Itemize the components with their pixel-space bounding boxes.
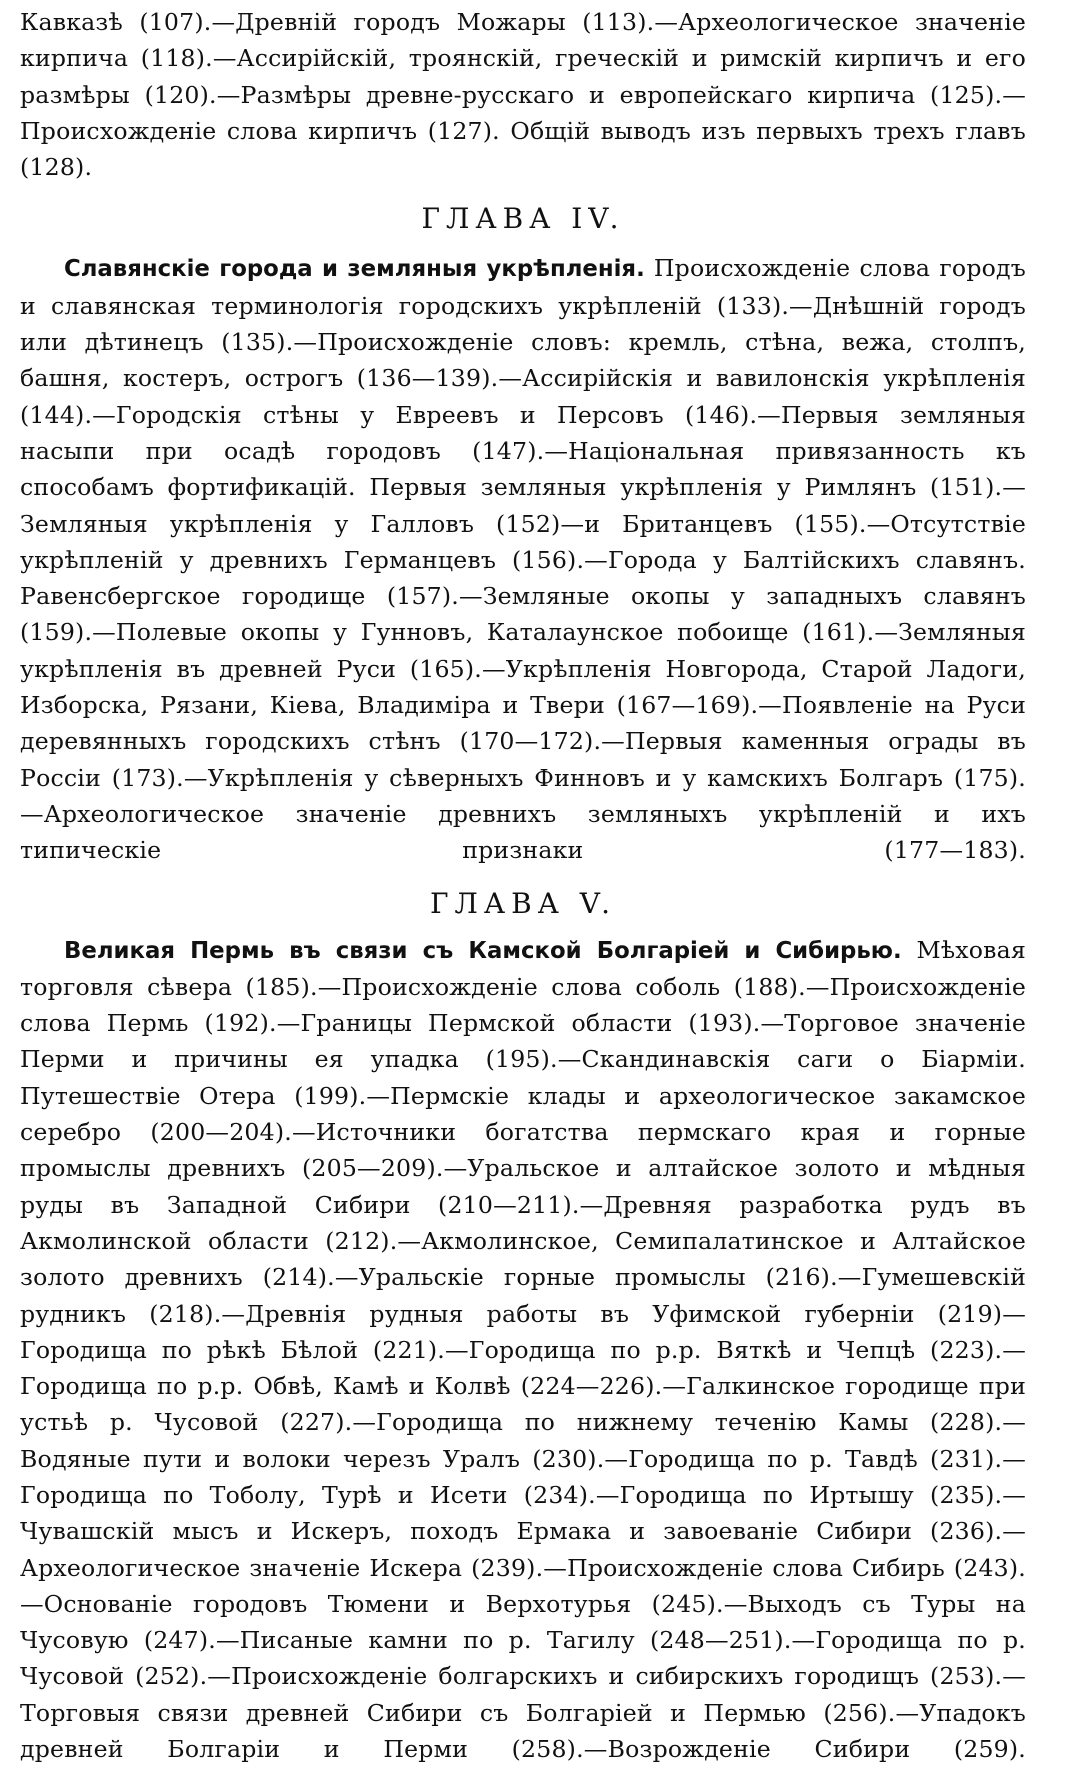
chapter-summary-text: Мѣховая торговля сѣвера (185).—Происхожденіе слова соболь (188).—Происхожденіе слова Пермь (192).—Границы Пермской области (193).—Торговое значеніе Перми и причины ея упадка (195).—Скандинавскія саги о Біарміи. Путешествіе Отера (199).—Пермскіе клады и археологическое закамское серебро (200—204).—Источники богатства пермскаго края и горные промыслы древнихъ (205—209).—Уральское и алтайское золото и мѣдныя руды въ Западной Сибири (210—211).—Древняя разработка рудъ въ Акмолинской области (212).—Акмолинское, Семипалатинское и Алтайское золото древнихъ (214).—Уральскіе горные промыслы (216).—Гумешевскій рудникъ (218).—Древнія рудныя работы въ Уфимской губерніи (219)—Городища по рѣкѣ Бѣлой (221).—Городища по р.р. Вяткѣ и Чепцѣ (223).—Городища по р.р. Обвѣ, Камѣ и Колвѣ (224—226).—Галкинское городище при устьѣ р. Чусовой (227).—Городища по нижнему теченію Камы (228).—Водяные пути и волоки черезъ Уралъ (230).—Городища по р. Тавдѣ (231).—Городища по Тоболу, Турѣ и Исети (234).—Городища по Иртышу (235).—Чувашскій мысъ и Искеръ, походъ Ермака и завоеваніе Сибири (236).—Археологическое значеніе Искера (239).—Происхожденіе слова Сибирь (243).—Основаніе городовъ Тюмени и Верхотурья (245).—Выходъ съ Туры на Чусовую (247).—Писаные камни по р. Тагилу (248—251).—Городища по р. Чусовой (252).—Происхожденіе болгарскихъ и сибирскихъ городищъ (253).—Торговыя связи древней Сибири съ Болгаріей и Пермью (256).—Упадокъ древней Болгаріи и Перми (258).—Возрожденіе Сибири (259). [20, 935, 1026, 1764]
chapter-summary [20, 932, 1026, 1767]
chapter-heading: ГЛАВА IV. [421, 202, 625, 236]
intro-paragraph: Кавказѣ (107).—Древній городъ Можары (113).—Археологическое значеніе кирпича (118).—Ассирійскій, троянскій, греческій и римскій кирпичъ и его размѣры (120).—Размѣры древне-русскаго и европейскаго кирпича (125).—Происхожденіе слова кирпичъ (127). Общій выводъ изъ первыхъ трехъ главъ (128). [20, 8, 1026, 182]
document-page [20, 4, 1026, 1764]
chapter-title: Великая Пермь въ связи съ Камской Болгаріей и Сибирью. [64, 937, 902, 964]
chapter-heading: ГЛАВА V. [429, 886, 617, 920]
chapter-summary-text: Происхожденіе слова городъ и славянская терминологія городскихъ укрѣпленій (133).—Днѣшній городъ или дѣтинецъ (135).—Происхожденіе словъ: кремль, стѣна, вежа, столпъ, башня, костеръ, острогъ (136—139).—Ассирійскія и вавилонскія укрѣпленія (144).—Городскія стѣны у Евреевъ и Персовъ (146).—Первыя земляныя насыпи при осадѣ городовъ (147).—Національная привязанность къ способамъ фортификацій. Первыя земляныя укрѣпленія у Римлянъ (151).—Земляныя укрѣпленія у Галловъ (152)—и Британцевъ (155).—Отсутствіе укрѣпленій у древнихъ Германцевъ (156).—Города у Балтійскихъ славянъ. Равенсбергское городище (157).—Земляные окопы у западныхъ славянъ (159).—Полевые окопы у Гунновъ, Каталаунское побоище (161).—Земляныя укрѣпленія въ древней Руси (165).—Укрѣпленія Новгорода, Старой Ладоги, Изборска, Рязани, Кіева, Владиміра и Твери (167—169).—Появленіе на Руси деревянныхъ городскихъ стѣнъ (170—172).—Первыя каменныя ограды въ Россіи (173).—Укрѣпленія у сѣверныхъ Финновъ и у камскихъ Болгаръ (175).—Археологическое значеніе древнихъ земляныхъ укрѣпленій и ихъ типическіе признаки (177—183). [20, 254, 1026, 865]
chapter-summary [20, 250, 1026, 868]
chapter-title: Славянскіе города и земляныя укрѣпленія. [64, 256, 645, 283]
